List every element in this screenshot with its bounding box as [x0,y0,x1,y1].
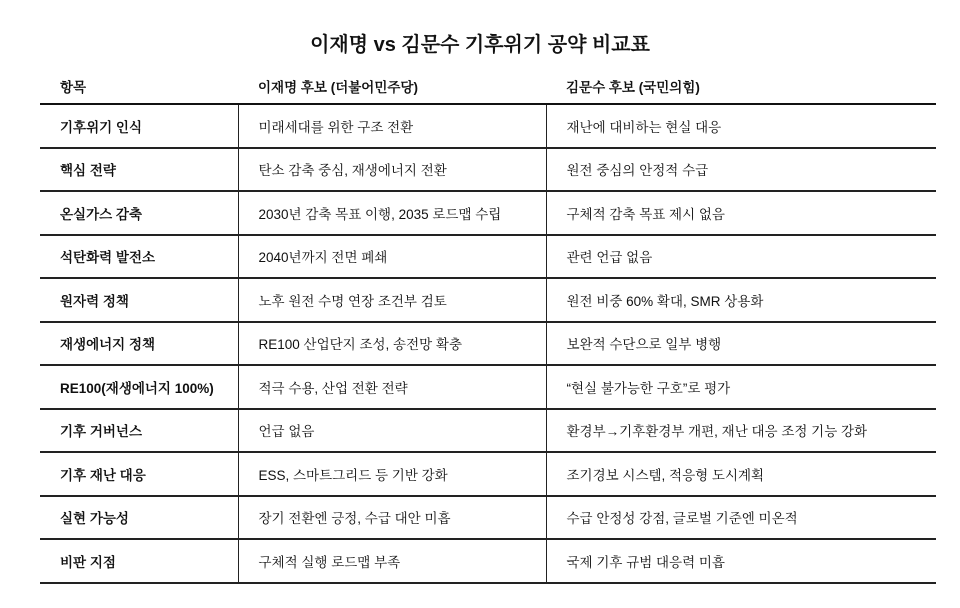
row-category: RE100(재생에너지 100%) [40,365,238,409]
row-category: 석탄화력 발전소 [40,235,238,279]
kim-pledge: 환경부→기후환경부 개편, 재난 대응 조정 기능 강화 [546,409,936,453]
lee-pledge: 장기 전환엔 긍정, 수급 대안 미흡 [238,496,546,540]
kim-pledge: 관련 언급 없음 [546,235,936,279]
row-category: 실현 가능성 [40,496,238,540]
kim-pledge: 조기경보 시스템, 적응형 도시계획 [546,452,936,496]
kim-pledge: 원전 비중 60% 확대, SMR 상용화 [546,278,936,322]
lee-pledge: ESS, 스마트그리드 등 기반 강화 [238,452,546,496]
lee-pledge: 구체적 실행 로드맵 부족 [238,539,546,583]
table-row [40,409,936,453]
kim-pledge: 국제 기후 규범 대응력 미흡 [546,539,936,583]
comparison-table [40,68,936,584]
table-row [40,322,936,366]
table-row [40,539,936,583]
table-row [40,496,936,540]
table-header-row [40,68,936,104]
lee-pledge: 탄소 감축 중심, 재생에너지 전환 [238,148,546,192]
row-category: 기후위기 인식 [40,104,238,148]
lee-pledge: RE100 산업단지 조성, 송전망 확충 [238,322,546,366]
header-lee: 이재명 후보 (더불어민주당) [238,68,546,104]
header-kim: 김문수 후보 (국민의힘) [546,68,936,104]
kim-pledge: 원전 중심의 안정적 수급 [546,148,936,192]
kim-pledge: 재난에 대비하는 현실 대응 [546,104,936,148]
row-category: 기후 재난 대응 [40,452,238,496]
row-category: 재생에너지 정책 [40,322,238,366]
table-row [40,104,936,148]
lee-pledge: 언급 없음 [238,409,546,453]
kim-pledge: “현실 불가능한 구호”로 평가 [546,365,936,409]
row-category: 비판 지점 [40,539,238,583]
table-body [40,104,936,583]
lee-pledge: 미래세대를 위한 구조 전환 [238,104,546,148]
kim-pledge: 구체적 감축 목표 제시 없음 [546,191,936,235]
row-category: 원자력 정책 [40,278,238,322]
table-row [40,235,936,279]
lee-pledge: 2030년 감축 목표 이행, 2035 로드맵 수립 [238,191,546,235]
row-category: 기후 거버넌스 [40,409,238,453]
table-row [40,148,936,192]
table-row [40,452,936,496]
lee-pledge: 적극 수용, 산업 전환 전략 [238,365,546,409]
row-category: 핵심 전략 [40,148,238,192]
kim-pledge: 수급 안정성 강점, 글로벌 기준엔 미온적 [546,496,936,540]
kim-pledge: 보완적 수단으로 일부 병행 [546,322,936,366]
lee-pledge: 2040년까지 전면 폐쇄 [238,235,546,279]
table-row [40,365,936,409]
row-category: 온실가스 감축 [40,191,238,235]
table-row [40,191,936,235]
table-row [40,278,936,322]
lee-pledge: 노후 원전 수명 연장 조건부 검토 [238,278,546,322]
header-category: 항목 [40,68,238,104]
page-title: 이재명 vs 김문수 기후위기 공약 비교표 [310,34,650,56]
